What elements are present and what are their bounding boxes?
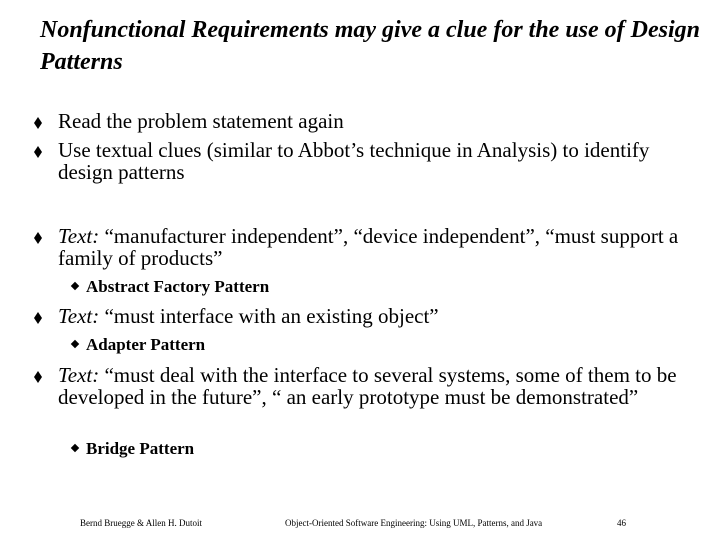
sub-bullet-item [72,439,194,459]
bullet-text: Use textual clues (similar to Abbot’s technique in Analysis) to identify design patterns [58,138,650,184]
sub-bullet-item [72,277,269,297]
bullet-quote: “must deal with the interface to several systems, some of them to be developed in the future”, “ an early prototype must be demonstrated” [58,363,677,409]
diamond-bullet-icon [34,232,42,244]
bullet-text [58,364,684,408]
slide-title: Nonfunctional Requirements may give a clue for the use of Design Patterns [40,17,700,75]
bullet-item [34,139,684,183]
small-diamond-bullet-icon [71,340,79,348]
text-label: Text: [58,304,100,328]
footer-authors: Bernd Bruegge & Allen H. Dutoit [80,518,202,528]
diamond-bullet-icon [34,146,42,158]
footer-book-title: Object-Oriented Software Engineering: Using UML, Patterns, and Java [285,518,543,528]
footer-page-number: 46 [617,518,626,528]
bullet-text [58,305,684,327]
bullet-quote: “manufacturer independent”, “device independent”, “must support a family of products” [58,224,679,270]
diamond-bullet-icon [34,312,42,324]
bullet-text: Read the problem statement again [58,109,344,133]
text-label: Text: [58,363,100,387]
sub-bullet-text: Abstract Factory Pattern [86,277,270,296]
diamond-bullet-icon [34,371,42,383]
text-label: Text: [58,224,100,248]
bullet-item [34,305,684,327]
small-diamond-bullet-icon [71,444,79,452]
sub-bullet-item [72,335,205,355]
small-diamond-bullet-icon [71,282,79,290]
bullet-text [58,225,684,269]
bullet-item [34,110,684,132]
bullet-quote: “must interface with an existing object” [99,304,439,328]
sub-bullet-text: Bridge Pattern [86,439,195,458]
sub-bullet-text: Adapter Pattern [86,335,206,354]
bullet-item [34,225,684,269]
bullet-item [34,364,684,408]
diamond-bullet-icon [34,117,42,129]
